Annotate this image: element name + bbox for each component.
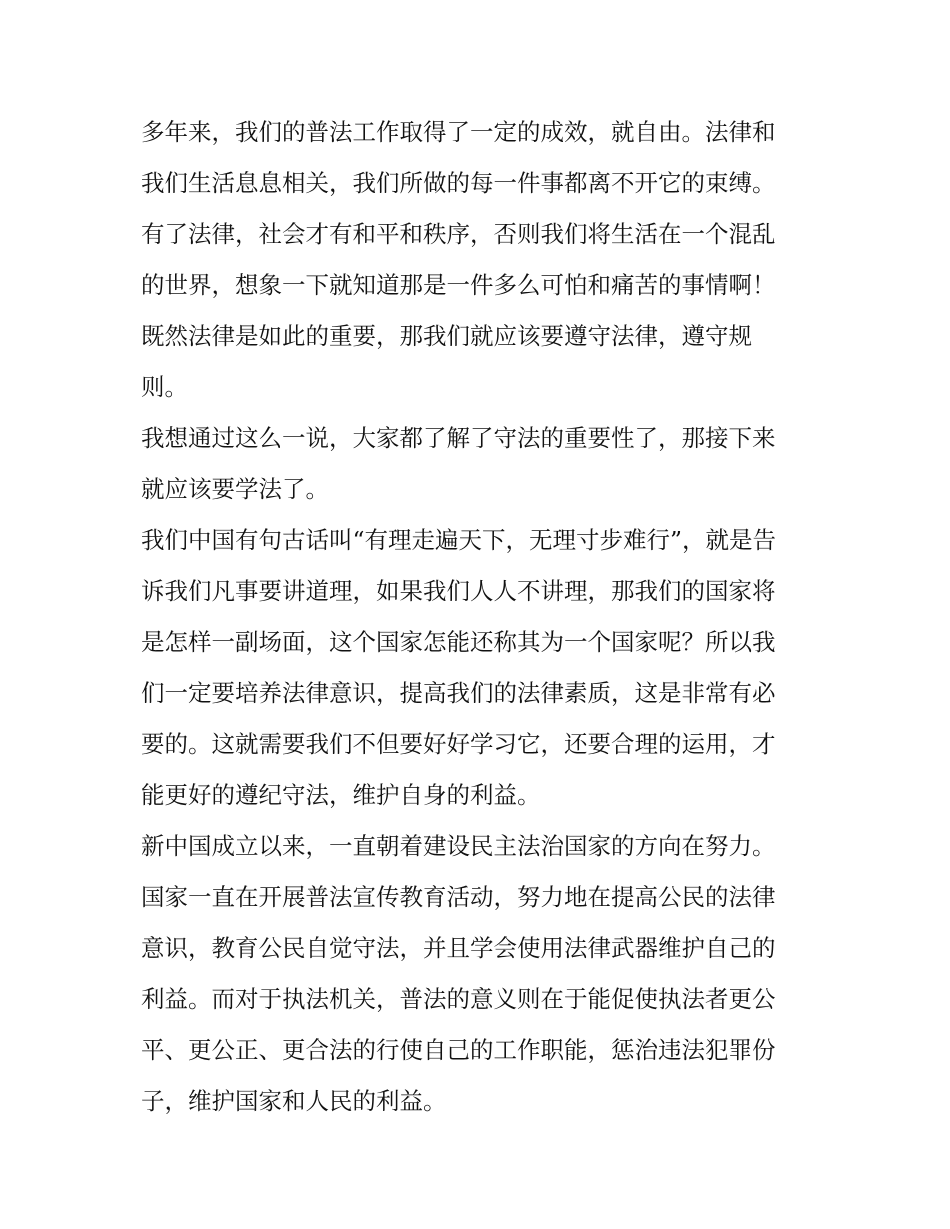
text-line: 则。 [141, 373, 188, 401]
text-line: 我们生活息息相关，我们所做的每一件事都离不开它的束缚。 [141, 169, 776, 197]
text-line: 利益。而对于执法机关，普法的意义则在于能促使执法者更公 [141, 985, 776, 1013]
text-line: 是怎样一副场面，这个国家怎能还称其为一个国家呢？所以我 [141, 628, 776, 656]
text-line: 我想通过这么一说，大家都了解了守法的重要性了，那接下来 [141, 424, 776, 452]
text-line: 有了法律，社会才有和平和秩序，否则我们将生活在一个混乱 [141, 220, 776, 248]
text-line: 要的。这就需要我们不但要好好学习它，还要合理的运用，才 [141, 730, 776, 758]
text-line: 的世界，想象一下就知道那是一件多么可怕和痛苦的事情啊！ [141, 271, 776, 299]
text-line: 国家一直在开展普法宣传教育活动，努力地在提高公民的法律 [141, 883, 776, 911]
text-line: 既然法律是如此的重要，那我们就应该要遵守法律，遵守规 [141, 322, 752, 350]
text-line: 意识，教育公民自觉守法，并且学会使用法律武器维护自己的 [141, 934, 776, 962]
text-line: 平、更公正、更合法的行使自己的工作职能，惩治违法犯罪份 [141, 1036, 776, 1064]
text-line: 就应该要学法了。 [141, 475, 329, 503]
text-line: 子，维护国家和人民的利益。 [141, 1087, 447, 1115]
text-line: 多年来，我们的普法工作取得了一定的成效，就自由。法律和 [141, 118, 776, 146]
text-line: 我们中国有句古话叫“有理走遍天下，无理寸步难行”，就是告 [141, 526, 777, 554]
text-line: 能更好的遵纪守法，维护自身的利益。 [141, 781, 541, 809]
document-body [141, 107, 821, 1127]
text-line: 新中国成立以来，一直朝着建设民主法治国家的方向在努力。 [141, 832, 776, 860]
text-line: 诉我们凡事要讲道理，如果我们人人不讲理，那我们的国家将 [141, 577, 776, 605]
text-line: 们一定要培养法律意识，提高我们的法律素质，这是非常有必 [141, 679, 776, 707]
